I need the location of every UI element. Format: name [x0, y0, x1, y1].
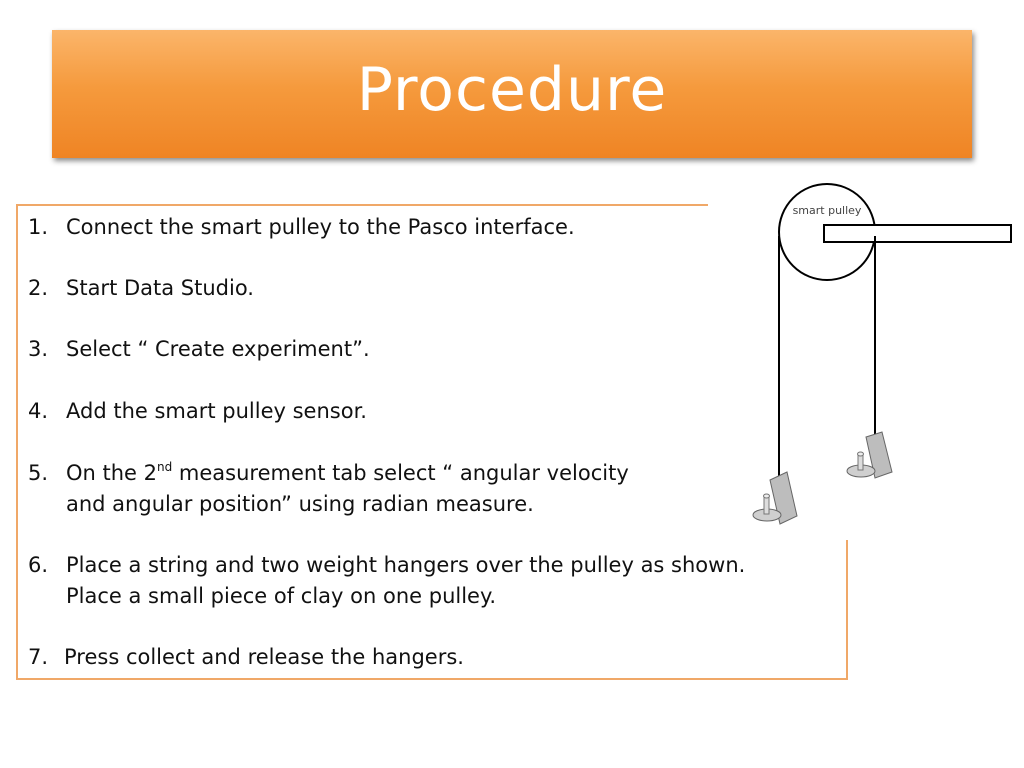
- step-1: [28, 212, 575, 243]
- pulley-diagram: [740, 176, 1020, 536]
- step-text: Connect the smart pulley to the Pasco interface.: [66, 215, 575, 239]
- step-text: Add the smart pulley sensor.: [66, 399, 367, 423]
- step-5: [28, 458, 629, 520]
- title-banner: [52, 30, 972, 158]
- step-number: 6.: [28, 553, 49, 577]
- pulley-mount-bar: [824, 225, 1011, 242]
- step-number: 4.: [28, 399, 49, 423]
- step-6: [28, 550, 745, 612]
- weight-hanger-right: [847, 432, 892, 478]
- step-number: 3.: [28, 337, 49, 361]
- step-text: Start Data Studio.: [66, 276, 254, 300]
- step-4: [28, 396, 367, 427]
- step-continuation: and angular position” using radian measure.: [66, 492, 534, 516]
- ordinal-superscript: nd: [157, 460, 173, 474]
- step-text: On the 2: [66, 461, 158, 485]
- step-text: Press collect and release the hangers.: [64, 645, 464, 669]
- step-number: 5.: [28, 461, 49, 485]
- step-continuation: Place a small piece of clay on one pulley.: [66, 584, 497, 608]
- weight-hanger-left: [753, 472, 797, 524]
- step-text: measurement tab select “ angular velocity: [172, 461, 629, 485]
- step-text: Select “ Create experiment”.: [66, 337, 370, 361]
- page-title: Procedure: [356, 55, 668, 125]
- step-7: [28, 642, 464, 673]
- step-3: [28, 334, 370, 365]
- step-text: Place a string and two weight hangers over the pulley as shown.: [66, 553, 746, 577]
- step-number: 2.: [28, 276, 49, 300]
- step-number: 7.: [28, 645, 49, 669]
- step-number: 1.: [28, 215, 49, 239]
- step-2: [28, 273, 254, 304]
- pulley-label: smart pulley: [792, 204, 862, 217]
- procedure-list: [16, 204, 848, 680]
